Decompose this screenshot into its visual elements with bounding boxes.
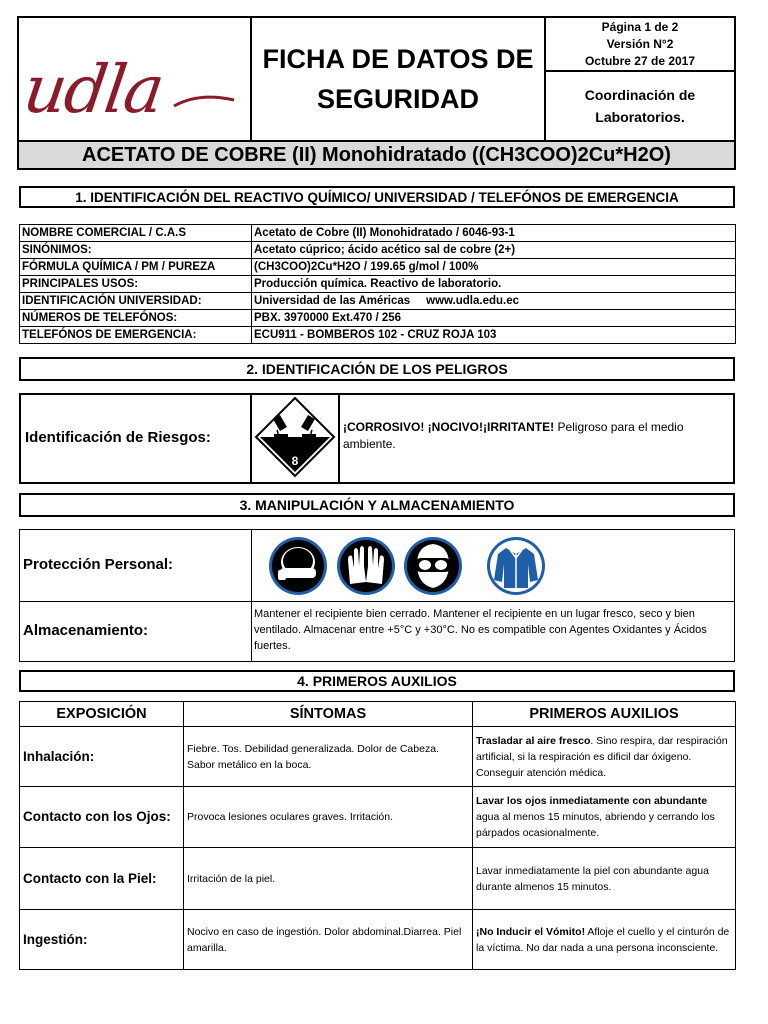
- svg-text:udla: udla: [24, 50, 168, 128]
- row-value: Acetato cúprico; ácido acético sal de cobre (2+): [252, 242, 736, 259]
- coord-line-2: Laboratorios.: [595, 109, 685, 125]
- title-line-1: FICHA DE DATOS DE: [262, 44, 534, 74]
- row-label: FÓRMULA QUÍMICA / PM / PUREZA: [20, 259, 252, 276]
- aid-strong: Lavar los ojos inmediatamente con abundante: [476, 795, 708, 807]
- coord-line-1: Coordinación de: [584, 87, 696, 103]
- row-value: (CH3COO)2Cu*H2O / 199.65 g/mol / 100%: [252, 259, 736, 276]
- table-row: [20, 276, 736, 293]
- aid-rest: . Sino respira, dar respiración artificial, si la respiración es dificil dar óxigeno. Conseguir atención médica.: [476, 734, 728, 779]
- date: Octubre 27 de 2017: [584, 54, 696, 68]
- row-label: TELEFÓNOS DE EMERGENCIA:: [20, 327, 252, 344]
- storage-text: Mantener el recipiente bien cerrado. Mantener el recipiente en un lugar fresco, seco y bien ventilado. Almacenar entre +5°C y +30°C. No es compatible con Agentes Oxidantes y Ácidos fuertes.: [254, 608, 707, 652]
- row-value: ECU911 - BOMBEROS 102 - CRUZ ROJA 103: [252, 327, 736, 344]
- symptoms-cell: Nocivo en caso de ingestión. Dolor abdominal.Diarrea. Piel amarilla.: [184, 910, 473, 970]
- handling-divider-h: [19, 601, 735, 602]
- storage-label: Almacenamiento:: [23, 622, 149, 639]
- aid-rest: Lavar inmediatamente la piel con abundante agua durante almenos 15 minutos.: [476, 864, 709, 893]
- version: Versión N°2: [606, 37, 674, 51]
- exposure-cell: Contacto con la Piel:: [20, 848, 184, 910]
- udla-logo: [24, 22, 244, 132]
- section1-heading: 1. IDENTIFICACIÓN DEL REACTIVO QUÍMICO/ UNIVERSIDAD / TELEFÓNOS DE EMERGENCIA: [19, 186, 735, 208]
- table-row: [20, 310, 736, 327]
- table-row: [20, 225, 736, 242]
- col-first-aid: PRIMEROS AUXILIOS: [473, 702, 736, 727]
- corrosive-pictogram: [254, 396, 336, 480]
- handling-divider-v: [251, 529, 252, 662]
- goggles-icon: [401, 536, 465, 596]
- symptoms-cell: Fiebre. Tos. Debilidad generalizada. Dolor de Cabeza. Sabor metálico en la boca.: [184, 727, 473, 787]
- chemical-title: ACETATO DE COBRE (II) Monohidratado ((CH3COO)2Cu*H2O): [17, 140, 736, 170]
- coordination: [546, 74, 734, 138]
- title-line-2: SEGURIDAD: [316, 84, 479, 114]
- document-title: [252, 18, 544, 140]
- symptoms-cell: Irritación de la piel.: [184, 848, 473, 910]
- row-value: PBX. 3970000 Ext.470 / 256: [252, 310, 736, 327]
- row-label: SINÓNIMOS:: [20, 242, 252, 259]
- row-value: Universidad de las Américas www.udla.edu.ec: [252, 293, 736, 310]
- risk-label: Identificación de Riesgos:: [25, 429, 211, 446]
- first-aid-cell: [473, 848, 736, 910]
- col-symptoms: SÍNTOMAS: [184, 702, 473, 727]
- table-header-row: [20, 702, 736, 727]
- section2-heading: 2. IDENTIFICACIÓN DE LOS PELIGROS: [19, 357, 735, 381]
- respirator-icon: [266, 536, 330, 596]
- table-row: [20, 293, 736, 310]
- section3-heading: 3. MANIPULACIÓN Y ALMACENAMIENTO: [19, 493, 735, 517]
- risk-divider-1: [250, 393, 252, 484]
- exposure-cell: Contacto con los Ojos:: [20, 787, 184, 848]
- row-label: IDENTIFICACIÓN UNIVERSIDAD:: [20, 293, 252, 310]
- table-row: [20, 848, 736, 910]
- section4-heading: 4. PRIMEROS AUXILIOS: [19, 670, 735, 692]
- table-row: [20, 727, 736, 787]
- first-aid-cell: [473, 787, 736, 848]
- first-aid-table: [19, 701, 736, 970]
- protection-label: Protección Personal:: [23, 556, 174, 573]
- aid-strong: ¡No Inducir el Vómito!: [476, 925, 586, 938]
- gloves-icon: [334, 536, 398, 596]
- lab-coat-icon: [484, 536, 548, 596]
- symptoms-cell: Provoca lesiones oculares graves. Irritación.: [184, 787, 473, 848]
- risk-text: [343, 419, 731, 453]
- row-label: NOMBRE COMERCIAL / C.A.S: [20, 225, 252, 242]
- risk-warning: ¡CORROSIVO! ¡NOCIVO!¡IRRITANTE!: [343, 420, 555, 434]
- row-value: Producción química. Reactivo de laboratorio.: [252, 276, 736, 293]
- table-row: [20, 787, 736, 848]
- table-row: [20, 910, 736, 970]
- page-number: Página 1 de 2: [601, 20, 679, 34]
- exposure-cell: Ingestión:: [20, 910, 184, 970]
- col-exposure: EXPOSICIÓN: [20, 702, 184, 727]
- first-aid-cell: [473, 910, 736, 970]
- table-row: [20, 242, 736, 259]
- aid-rest: Afloje el cuello y el cinturón de la víctima. No dar nada a una persona inconsciente.: [476, 925, 730, 954]
- table-row: [20, 327, 736, 344]
- row-label: PRINCIPALES USOS:: [20, 276, 252, 293]
- row-value: Acetato de Cobre (II) Monohidratado / 6046-93-1: [252, 225, 736, 242]
- risk-divider-2: [338, 393, 340, 484]
- table-row: [20, 259, 736, 276]
- aid-strong: Trasladar al aire fresco: [476, 734, 591, 747]
- risk-description: Peligroso para el medio ambiente.: [343, 420, 684, 451]
- first-aid-cell: [473, 727, 736, 787]
- identification-table: [19, 224, 736, 344]
- row-label: NÚMEROS DE TELEFÓNOS:: [20, 310, 252, 327]
- aid-rest: agua al menos 15 minutos, abriendo y cerrando los párpados ocasionalmente.: [476, 811, 715, 839]
- exposure-cell: Inhalación:: [20, 727, 184, 787]
- meta-lines: [546, 19, 734, 70]
- pictogram-number: 8: [291, 454, 299, 468]
